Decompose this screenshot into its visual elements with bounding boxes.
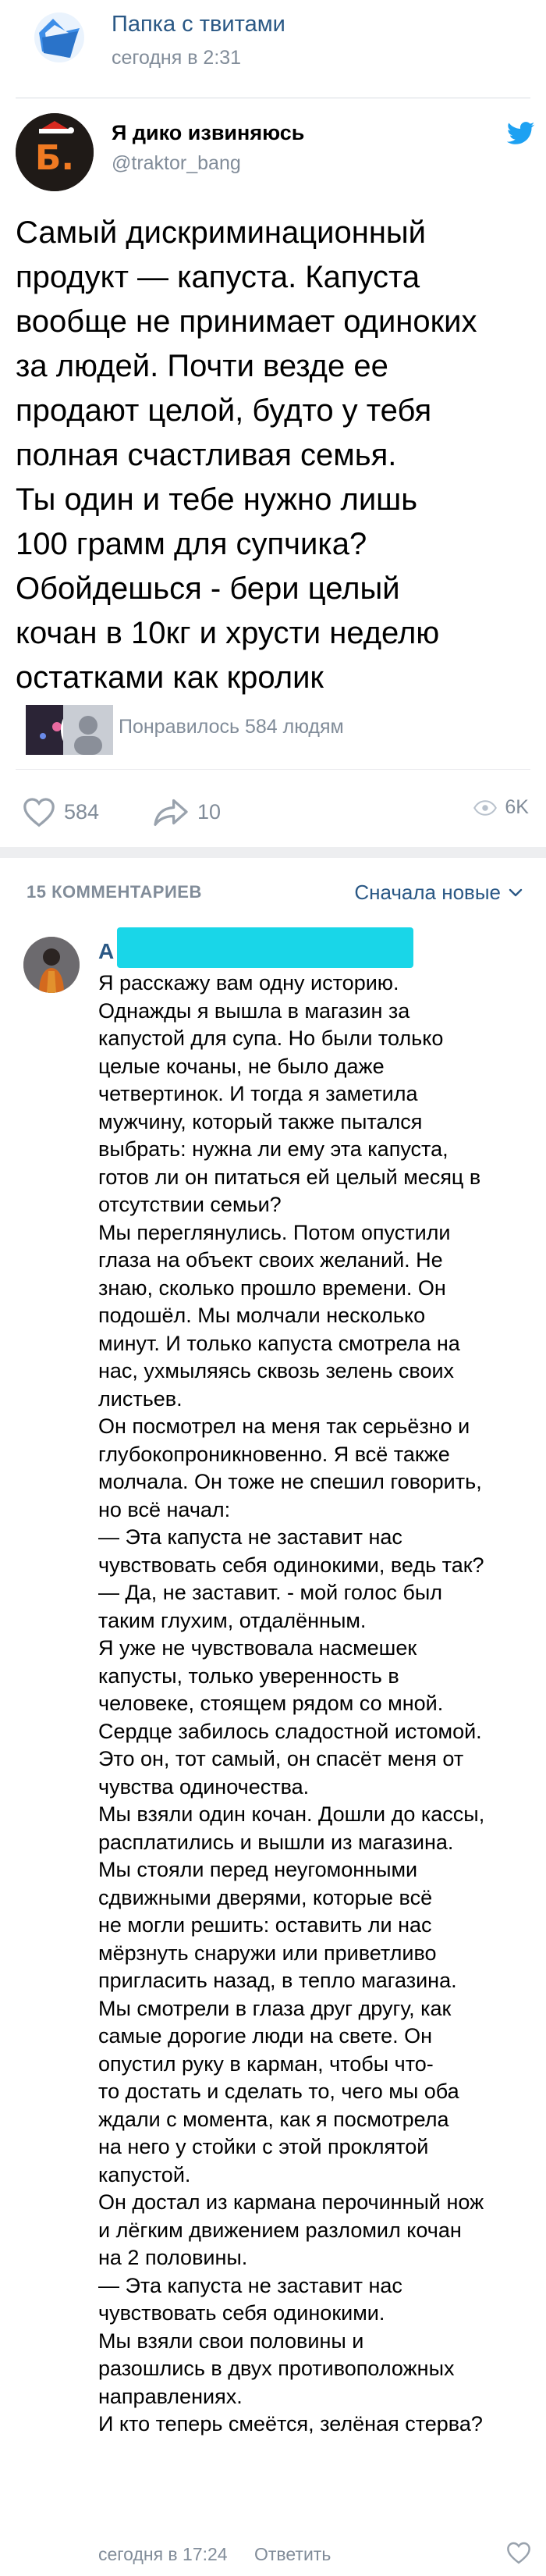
comment-text-line: сдвижными дверями, которые всё: [98, 1885, 433, 1909]
comment-text-line: — Эта капуста не заставит нас: [98, 2273, 402, 2297]
tweet-avatar: [16, 113, 94, 191]
comment-text-line: человеке, стоящем рядом со мной.: [98, 1692, 444, 1715]
comment-text-line: направлениях.: [98, 2384, 243, 2408]
comment-text-line: Мы переглянулись. Потом опустили: [98, 1220, 451, 1244]
comment-text-line: Он посмотрел на меня так серьёзно и: [98, 1414, 470, 1438]
comment-text-line: Я расскажу вам одну историю.: [98, 971, 399, 994]
comment-text-line: нас, ухмыляясь сквозь зелень своих: [98, 1359, 455, 1382]
comment-text-line: Он достал из кармана перочинный нож: [98, 2190, 484, 2214]
comment-text-line: Я уже не чувствовала насмешек: [98, 1636, 417, 1660]
comment-text-line: готов ли он питаться ей целый месяц в: [98, 1165, 481, 1189]
comment-text-line: Однажды я вышла в магазин за: [98, 998, 410, 1023]
comment-text-line: капустой для супа. Но были только: [98, 1026, 444, 1050]
comment-text-line: то достать и сделать то, чего мы оба: [98, 2080, 459, 2103]
tweet-author-handle: @traktor_bang: [112, 152, 241, 174]
comment-text-line: Мы взяли один кочан. Дошли до кассы,: [98, 1802, 485, 1826]
comment-text-line: подошёл. Мы молчали несколько: [98, 1304, 426, 1327]
comment-text-line: Мы стояли перед неугомонными: [98, 1858, 418, 1881]
divider: [16, 769, 530, 770]
comment-text-line: чувствовать себя одинокими, ведь так?: [98, 1553, 484, 1577]
tweet-text-line: кочан в 10кг и хрусти неделю: [16, 616, 440, 650]
avatar-letter: Б.: [34, 138, 75, 178]
comment-author-avatar[interactable]: [23, 937, 80, 993]
comment-text-line: не могли решить: оставить ли нас: [98, 1913, 432, 1937]
liked-by-row[interactable]: [16, 703, 530, 754]
comment-text-line: минут. И только капуста смотрела на: [98, 1331, 460, 1355]
heart-icon: [22, 796, 56, 827]
tweet-text-line: продают целой, будто у тебя: [16, 393, 432, 428]
comment-text-line: — Да, не заставит. - мой голос был: [98, 1581, 443, 1604]
comments-count: 15 КОММЕНТАРИЕВ: [27, 882, 202, 902]
comment-text-line: выбрать: нужна ли ему эта капуста,: [98, 1137, 448, 1161]
comment-text-line: глаза на объект своих желаний. Не: [98, 1248, 443, 1272]
comment-text-line: Сердце забилось сладостной истомой.: [98, 1719, 482, 1743]
tweet-text-line: вообще не принимает одиноких: [16, 304, 477, 339]
comment-text-line: целые кочаны, не было даже: [98, 1054, 385, 1078]
comment-text-line: молчала. Он тоже не спешил говорить,: [98, 1470, 482, 1493]
heart-icon: [505, 2541, 532, 2564]
comment-text: [98, 970, 535, 2439]
share-button[interactable]: [152, 796, 221, 827]
tweet-author-name: Я дико извиняюсь: [112, 121, 305, 144]
views-counter: [473, 796, 529, 819]
comment-text-line: на 2 половины.: [98, 2246, 248, 2269]
comment-text-line: отсутствии семьи?: [98, 1193, 282, 1216]
share-count: 10: [197, 799, 222, 824]
group-name[interactable]: Папка с твитами: [112, 12, 285, 37]
tweet-text-line: 100 грамм для супчика?: [16, 527, 367, 561]
eye-icon: [473, 800, 497, 816]
comment-text-line: мужчину, который также пытался: [98, 1109, 423, 1133]
comment-text-line: расплатились и вышли из магазина.: [98, 1830, 454, 1854]
comment-text-line: но всё начал:: [98, 1497, 231, 1521]
comment-text-line: самые дорогие люди на свете. Он: [98, 2024, 433, 2048]
comment-text-line: глубокопроникновенно. Я всё также: [98, 1442, 450, 1466]
folder-icon[interactable]: [31, 9, 87, 66]
comment-text-line: Мы смотрели в глаза друг другу, как: [98, 1996, 452, 2020]
post-header: [0, 0, 546, 98]
tweet-text: [16, 211, 534, 700]
tweet-text-line: за людей. Почти везде ее: [16, 349, 388, 383]
tweet-text-line: продукт — капуста. Капуста: [16, 260, 420, 294]
post-time: сегодня в 2:31: [112, 47, 242, 69]
sort-dropdown[interactable]: [354, 881, 523, 905]
comment-text-line: и лёгким движением разломил кочан: [98, 2218, 462, 2242]
post-actions: [0, 781, 546, 851]
comment-text-line: таким глухим, отдалённым.: [98, 1608, 367, 1632]
views-count: 6K: [505, 796, 529, 818]
tweet-text-line: Ты один и тебе нужно лишь: [16, 482, 418, 517]
section-divider: [0, 847, 546, 858]
comment-text-line: капустой.: [98, 2162, 191, 2186]
comment-text-line: ждали с момента, как я посмотрела: [98, 2107, 449, 2131]
comment-text-line: Это он, тот самый, он спасёт меня от: [98, 1747, 464, 1770]
comment-text-line: Мы взяли свои половины и: [98, 2329, 364, 2353]
like-count: 584: [64, 799, 100, 824]
twitter-bird-icon: [507, 121, 535, 146]
comment-text-line: — Эта капуста не заставит нас: [98, 1525, 402, 1549]
comment-text-line: И кто теперь смеётся, зелёная стерва?: [98, 2412, 483, 2435]
like-button[interactable]: [22, 796, 99, 827]
tweet-text-line: остатками как кролик: [16, 660, 324, 695]
liked-by-text: Понравилось 584 людям: [119, 716, 344, 738]
comment-footer: [98, 2541, 535, 2572]
comment-text-line: четвертинок. И тогда я заметила: [98, 1082, 418, 1105]
comment-text-line: мёрзнуть снаружи или приветливо: [98, 1941, 437, 1965]
name-redaction: [117, 927, 413, 968]
comment-author-name[interactable]: А: [98, 939, 115, 963]
comment-text-line: знаю, сколько прошло времени. Он: [98, 1276, 446, 1300]
comment-text-line: на него у стойки с этой проклятой: [98, 2135, 429, 2158]
liker-avatar: [61, 703, 115, 757]
comment-text-line: чувства одиночества.: [98, 1774, 310, 1799]
comment-text-line: разошлись в двух противоположных: [98, 2357, 455, 2380]
comment-text-line: опустил руку в карман, чтобы что-: [98, 2051, 434, 2076]
comment-like-button[interactable]: [505, 2541, 532, 2569]
tweet-text-line: полная счастливая семья.: [16, 438, 397, 472]
comment-text-line: листьев.: [98, 1386, 183, 1411]
comment-text-line: чувствовать себя одинокими.: [98, 2301, 385, 2325]
comments-header: [0, 859, 546, 929]
comment-text-line: пригласить назад, в тепло магазина.: [98, 1969, 457, 1992]
chevron-down-icon: [509, 888, 523, 898]
sort-label: Сначала новые: [354, 881, 501, 904]
reply-button[interactable]: Ответить: [254, 2544, 332, 2564]
comment-time: сегодня в 17:24: [98, 2544, 228, 2564]
comment-text-line: капусты, только уверенность в: [98, 1663, 399, 1688]
share-arrow-icon: [152, 796, 190, 827]
tweet-text-line: Самый дискриминационный: [16, 215, 427, 250]
tweet-text-line: Обойдешься - бери целый: [16, 571, 400, 606]
